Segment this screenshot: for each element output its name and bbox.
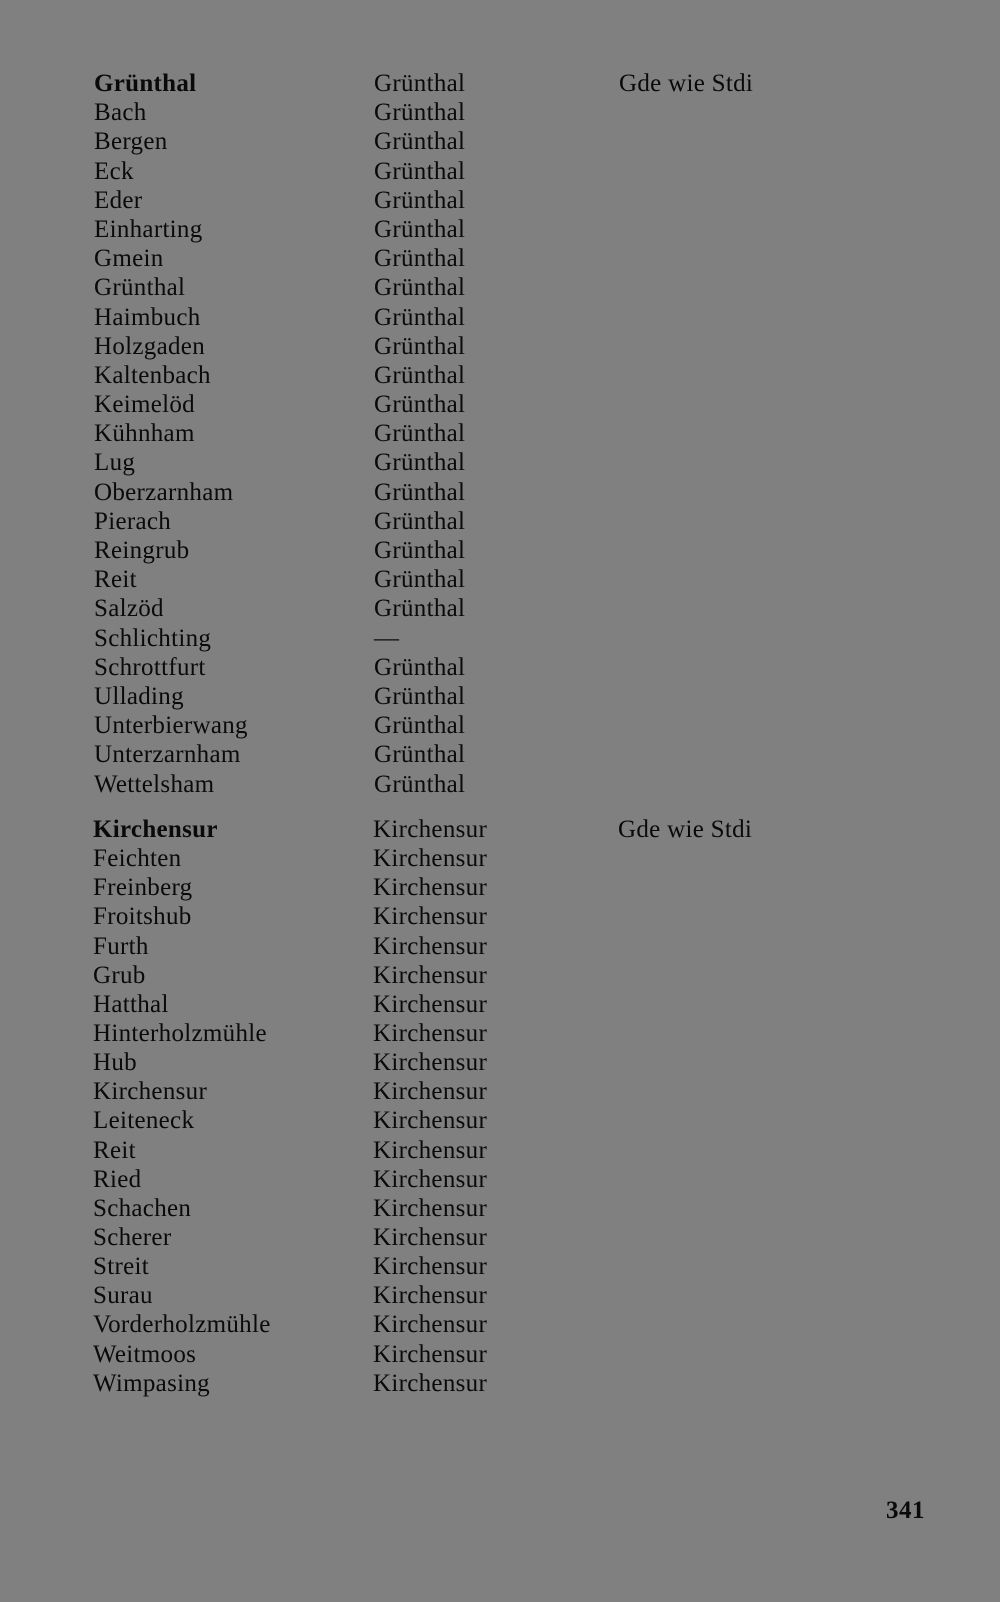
table-row [93,1077,853,1106]
place-name: Reit [94,566,137,594]
table-row [93,1136,853,1165]
parish-name: Grünthal [374,682,466,710]
place-name: Feichten [93,845,182,873]
parish-name: Grünthal [374,332,466,360]
table-row [94,361,854,390]
table-row [94,653,854,682]
heading-place: Kirchensur [93,816,218,843]
table-row [93,1281,853,1310]
place-name: Scherer [93,1223,172,1251]
parish-name: Grünthal [374,157,466,185]
table-row [93,1019,853,1048]
parish-name: Grünthal [374,391,466,419]
parish-name: Grünthal [374,741,466,769]
place-name: Schachen [93,1194,192,1222]
place-name: Ullading [94,682,184,710]
parish-name: Kirchensur [373,845,488,873]
parish-name: Kirchensur [373,1311,488,1339]
place-name: Salzöd [94,595,164,623]
parish-name: Kirchensur [373,1165,488,1193]
place-name: Eck [94,157,134,185]
place-name: Freinberg [93,874,193,902]
table-row [93,932,853,961]
table-row [93,1223,853,1252]
table-row [93,1165,853,1194]
table-row [94,740,854,769]
parish-name: Grünthal [374,507,466,535]
place-name: Pierach [94,507,172,535]
parish-name: Kirchensur [373,874,488,902]
place-name: Grünthal [94,274,186,302]
table-row [94,448,854,477]
place-name: Schlichting [94,624,212,652]
heading-note: Gde wie Stdi [618,816,753,843]
table-row [93,961,853,990]
parish-name: Kirchensur [373,903,488,931]
table-row [94,186,854,215]
place-name: Eder [94,186,143,214]
place-name: Wettelsham [94,770,215,798]
parish-name: Grünthal [374,361,466,389]
table-row [94,273,854,302]
place-name: Einharting [94,215,203,243]
place-name: Holzgaden [94,332,205,360]
place-name: Froitshub [93,903,192,931]
parish-name: Kirchensur [373,1019,488,1047]
table-row [93,1252,853,1281]
table-row [94,157,854,186]
table-row [93,990,853,1019]
place-name: Reit [93,1136,136,1164]
place-name: Vorderholzmühle [93,1311,271,1339]
place-name: Kühnham [94,420,195,448]
parish-name: Kirchensur [373,1223,488,1251]
section-gruenthal [94,69,854,799]
parish-name: Grünthal [374,303,466,331]
table-row [94,390,854,419]
place-name: Reingrub [94,537,190,564]
table-row [94,536,854,565]
parish-name: Kirchensur [373,1194,488,1222]
table-row [93,1340,853,1369]
heading-parish: Grünthal [374,70,466,97]
parish-name: Kirchensur [373,1340,488,1368]
parish-name: Kirchensur [373,1282,488,1310]
place-name: Streit [93,1253,149,1281]
table-row [94,419,854,448]
parish-name: Grünthal [374,186,466,214]
heading-parish: Kirchensur [373,816,488,843]
parish-name: — [374,624,400,652]
table-row [93,1106,853,1135]
table-row [93,1310,853,1339]
parish-name: Grünthal [374,537,466,564]
place-name: Haimbuch [94,303,201,331]
page-number: 341 [886,1497,925,1524]
place-name: Bergen [94,128,168,156]
parish-name: Grünthal [374,478,466,506]
section-kirchensur [93,815,853,1398]
table-row [94,215,854,244]
place-name: Surau [93,1282,153,1310]
parish-name: Grünthal [374,215,466,243]
table-row [93,1194,853,1223]
table-row [94,478,854,507]
place-name: Unterzarnham [94,741,241,769]
parish-name: Grünthal [374,420,466,448]
parish-name: Grünthal [374,128,466,156]
parish-name: Grünthal [374,770,466,798]
parish-name: Kirchensur [373,1107,488,1135]
place-name: Schrottfurt [94,653,206,681]
table-row [94,565,854,594]
parish-name: Grünthal [374,566,466,594]
parish-name: Kirchensur [373,1078,488,1106]
place-name: Lug [94,449,136,477]
place-name: Furth [93,932,149,960]
parish-name: Grünthal [374,653,466,681]
table-row [93,844,853,873]
place-name: Bach [94,99,147,127]
table-row [93,873,853,902]
parish-name: Grünthal [374,245,466,273]
table-row [94,98,854,127]
table-row [94,127,854,156]
place-name: Weitmoos [93,1340,197,1368]
place-name: Ried [93,1165,142,1193]
parish-name: Kirchensur [373,1369,488,1397]
place-name: Leiteneck [93,1107,195,1135]
place-name: Keimelöd [94,391,195,419]
parish-name: Kirchensur [373,932,488,960]
table-row [94,507,854,536]
parish-name: Grünthal [374,274,466,302]
place-name: Kirchensur [93,1078,208,1106]
section-heading-row [94,69,854,98]
place-name: Hinterholzmühle [93,1019,267,1047]
parish-name: Kirchensur [373,1136,488,1164]
table-row [94,332,854,361]
table-row [93,902,853,931]
parish-name: Kirchensur [373,961,488,989]
place-name: Grub [93,961,146,989]
place-name: Oberzarnham [94,478,234,506]
table-row [94,682,854,711]
parish-name: Grünthal [374,712,466,740]
place-name: Gmein [94,245,164,273]
table-row [93,1048,853,1077]
parish-name: Kirchensur [373,990,488,1018]
table-row [93,1369,853,1398]
table-row [94,770,854,799]
section-heading-row [93,815,853,844]
place-name: Unterbierwang [94,712,248,740]
place-name: Hatthal [93,990,169,1018]
table-row [94,303,854,332]
parish-name: Kirchensur [373,1049,488,1077]
parish-name: Grünthal [374,595,466,623]
parish-name: Grünthal [374,449,466,477]
table-row [94,244,854,273]
heading-place: Grünthal [94,70,197,97]
table-row [94,711,854,740]
place-name: Kaltenbach [94,361,211,389]
table-row [94,594,854,623]
parish-name: Grünthal [374,99,466,127]
table-row [94,624,854,653]
heading-note: Gde wie Stdi [619,70,754,97]
place-name: Wimpasing [93,1369,210,1397]
parish-name: Kirchensur [373,1253,488,1281]
place-name: Hub [93,1049,137,1077]
